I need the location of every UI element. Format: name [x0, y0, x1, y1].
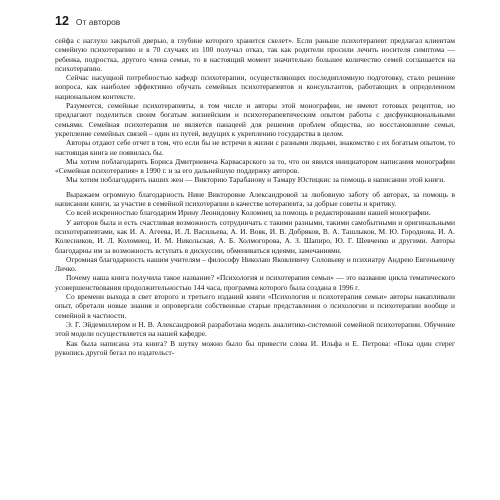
- paragraph: Мы хотим поблагодарить наших жен — Викторию Тарабанову и Тамару Юстицкис за помощь в написании этой книги.: [66, 175, 446, 185]
- paragraph: Авторы отдают себе отчет в том, что если бы не встречи в жизни с разными людьми, знакомство с их богатым опытом, то настоящая книга не появилась бы.: [55, 138, 455, 157]
- page-number: 12: [55, 14, 69, 28]
- paragraph: Выражаем огромную благодарность Нине Викторовне Александровой за любовную заботу об авторах, за помощь в написании книги, за участие в семейной психотерапии в качестве котерапевта, за добрые советы и критику.: [55, 189, 455, 209]
- paragraph: Разумеется, семейные психотерапевты, в том числе и авторы этой монографии, не имеют готовых рецептов, но предлагают поделиться своим богатым жизнейским и психотерапевтическим опытом работы с дисфункциональными семьями. Семейная психотерапия не является панацеей для решения проблем общества, но восстановление семьи, укрепление семейных связей – один из путей, ведущих к укреплению государства в целом.: [55, 101, 455, 138]
- paragraph: Со времени выхода в свет второго и третьего изданий книги «Психология и психотерапия семьи» авторы накапливали опыт, обретали новые знания и опровергали собственные старые представления о психологии и психотерапии вообще и семейной в частности.: [55, 292, 455, 320]
- paragraph: Почему наша книга получила такое название? «Психология и психотерапия семьи» — это название цикла тематического усовершенствования продолжительностью 144 часа, программа которого была создана в 1996 г.: [55, 273, 455, 292]
- paragraph: Э. Г. Эйдемиллером и Н. В. Александровой разработана модель аналитико-системной семейной психотерапии. Обучение этой модели осуществляется на нашей кафедре.: [55, 319, 455, 339]
- paragraph: Со всей искренностью благодарим Ирину Леонидовну Коломиец за помощь в редактировании нашей монографии.: [66, 208, 431, 218]
- running-head: От авторов: [75, 17, 121, 27]
- document-page: [55, 14, 455, 494]
- paragraph: Огромная благодарность нашим учителям – философу Николаю Яковлевичу Соловьеву и психиатру Андрею Евгеньевичу Личко.: [55, 254, 455, 274]
- page-header: [55, 14, 455, 30]
- paragraph: У авторов была и есть счастливая возможность сотрудничать с такими разными, такими самобытными и оригинальными психотерапевтами, как И. А. Агеева, И. Л. Васильева, А. И. Вовк, И. В. Добряков, В. А. Ташлыков, М. Ю. Городнова, И. А. Колесников, И. Л. Коломиец, И. М. Никольская, А. Б. Холмогорова, А. З. Шапиро, Ю. Г. Шевченко и другими. Авторы благодарны им за возможность вступать в дискуссии, обмениваться идеями, замечаниями.: [55, 217, 455, 255]
- paragraph: сейфа с наглухо закрытой дверью, в глубине которого хранится скелет». Если раньше психотерапевт предлагал клиентам семейную психотерапию и в 70 случаях из 100 получал отказ, так как родители просили лечить носителя симптома — ребенка, подростка, другого члена семьи, то в настоящий момент значительно большее количество семей соглашается на психотерапию.: [55, 36, 455, 73]
- paragraph: Сейчас насущной потребностью кафедр психотерапии, осуществляющих последипломную подготовку, стало решение вопроса, как наиболее эффективно обучать семейных психотерапевтов и консультантов, работающих в определенном национальном контексте.: [55, 73, 455, 101]
- paragraph: Мы хотим поблагодарить Бориса Дмитриевича Карвасарского за то, что он явился инициатором написания монографии «Семейная психотерапия» в 1990 г. и за его дальнейшую поддержку авторов.: [55, 156, 455, 176]
- paragraph: Как была написана эта книга? В шутку можно было бы привести слова И. Ильфа и Е. Петрова: «Пока один стерег рукопись другой бегал по издательст-: [55, 338, 455, 357]
- body-text: [55, 36, 455, 357]
